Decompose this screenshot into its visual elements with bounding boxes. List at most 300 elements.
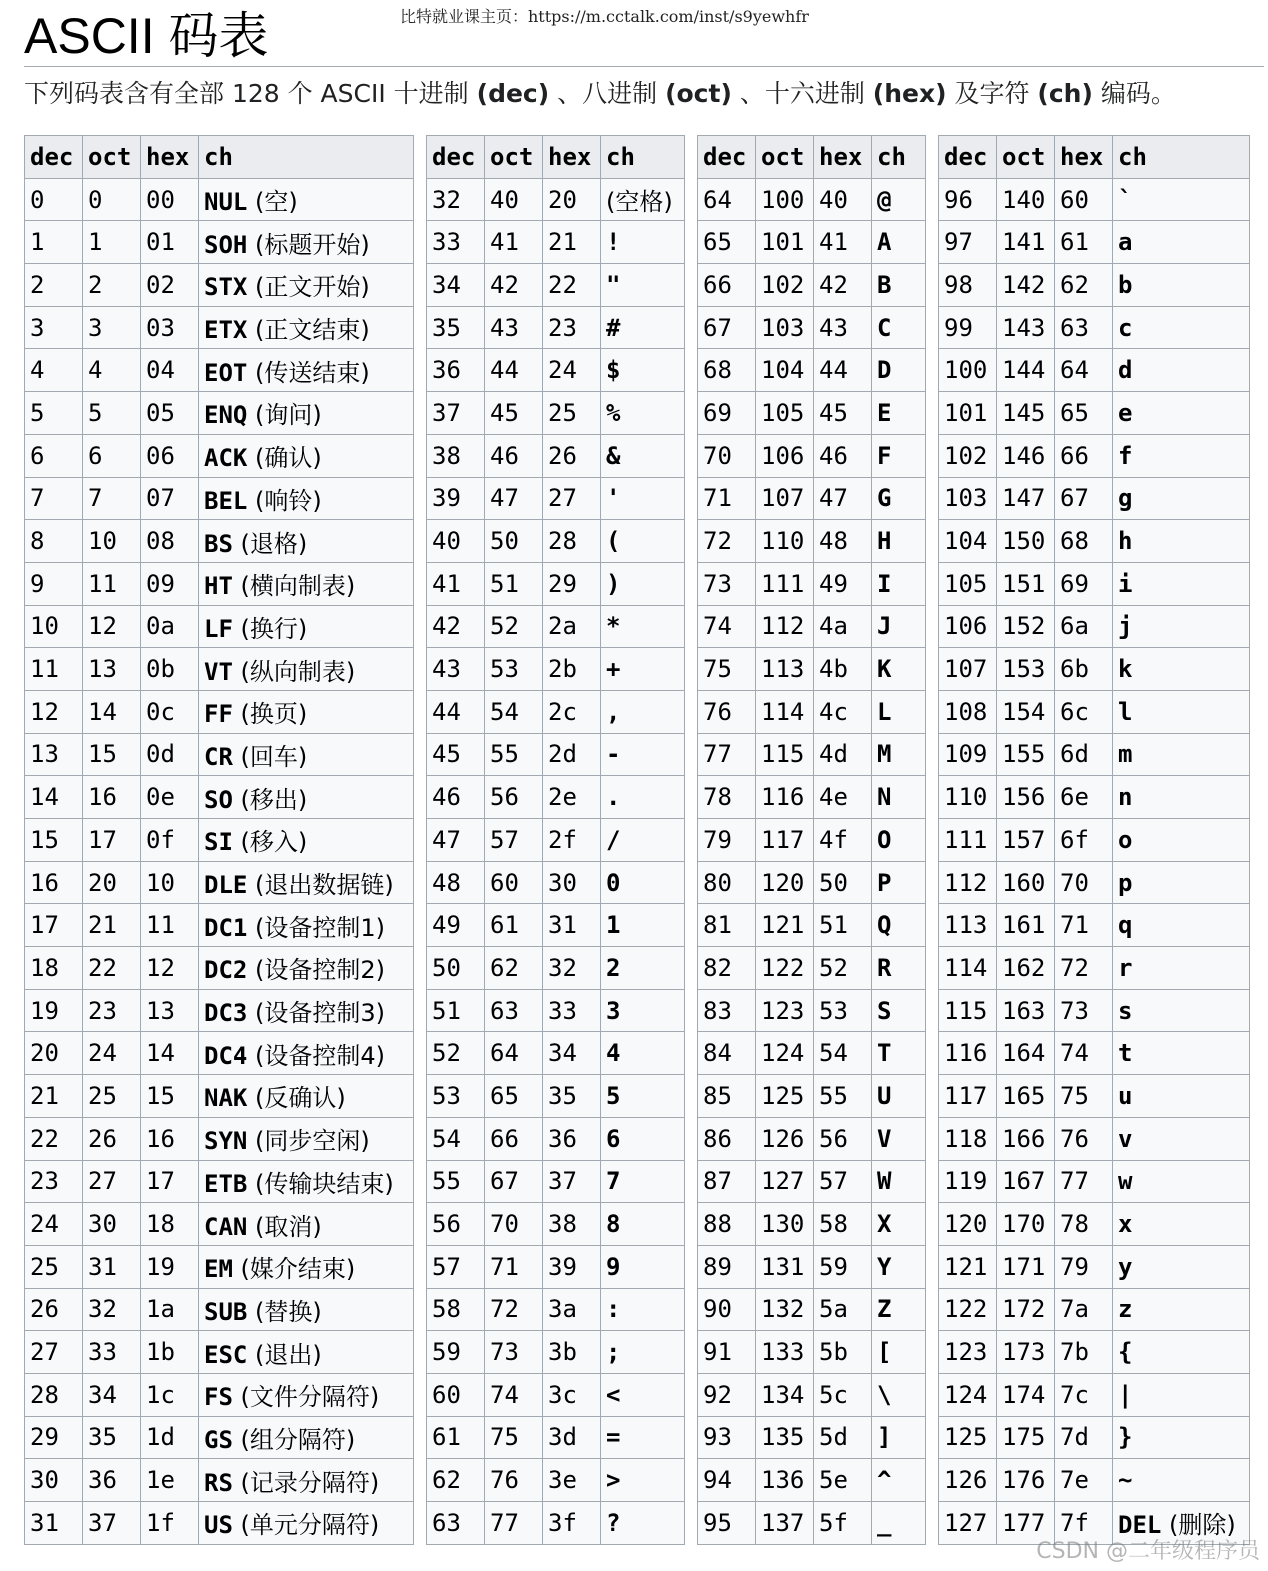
dec-cell: 26 bbox=[25, 1288, 83, 1331]
char-symbol: P bbox=[877, 868, 892, 897]
hex-cell: 31 bbox=[543, 904, 601, 947]
dec-cell: 33 bbox=[427, 221, 485, 264]
column-header-oct: oct bbox=[83, 136, 141, 179]
table-row bbox=[25, 1502, 414, 1545]
char-symbol: h bbox=[1118, 527, 1133, 556]
oct-cell: 27 bbox=[83, 1160, 141, 1203]
oct-cell: 40 bbox=[485, 178, 543, 221]
ch-cell bbox=[601, 1203, 685, 1246]
ch-cell bbox=[872, 520, 926, 563]
char-symbol: 7 bbox=[606, 1167, 621, 1196]
hex-cell: 5f bbox=[814, 1502, 872, 1545]
column-header-dec: dec bbox=[698, 136, 756, 179]
hex-cell: 0e bbox=[141, 776, 199, 819]
hex-cell: 10 bbox=[141, 861, 199, 904]
char-symbol: ^ bbox=[877, 1466, 892, 1495]
oct-cell: 121 bbox=[756, 904, 814, 947]
hex-cell: 16 bbox=[141, 1117, 199, 1160]
oct-cell: 106 bbox=[756, 434, 814, 477]
title-divider bbox=[24, 66, 1264, 67]
dec-cell: 29 bbox=[25, 1416, 83, 1459]
table-row bbox=[939, 1459, 1250, 1502]
table-row bbox=[939, 1160, 1250, 1203]
ch-cell bbox=[872, 1117, 926, 1160]
ch-cell bbox=[872, 989, 926, 1032]
column-header-dec: dec bbox=[427, 136, 485, 179]
char-description: (同步空闲) bbox=[247, 1127, 370, 1156]
char-symbol: ( bbox=[606, 527, 621, 556]
table-row bbox=[427, 477, 685, 520]
hex-cell: 0a bbox=[141, 605, 199, 648]
dec-cell: 38 bbox=[427, 434, 485, 477]
hex-cell: 54 bbox=[814, 1032, 872, 1075]
dec-cell: 101 bbox=[939, 392, 997, 435]
table-row bbox=[698, 477, 926, 520]
hex-cell: 72 bbox=[1055, 947, 1113, 990]
hex-cell: 3c bbox=[543, 1373, 601, 1416]
char-symbol: 0 bbox=[606, 868, 621, 897]
hex-cell: 56 bbox=[814, 1117, 872, 1160]
char-description: (正文结束) bbox=[247, 316, 370, 345]
dec-cell: 83 bbox=[698, 989, 756, 1032]
oct-cell: 41 bbox=[485, 221, 543, 264]
dec-cell: 27 bbox=[25, 1331, 83, 1374]
dec-cell: 15 bbox=[25, 819, 83, 862]
intro-ch: (ch) bbox=[1037, 79, 1093, 108]
table-row bbox=[939, 392, 1250, 435]
ch-cell bbox=[1113, 434, 1250, 477]
table-row bbox=[698, 349, 926, 392]
oct-cell: 4 bbox=[83, 349, 141, 392]
dec-cell: 40 bbox=[427, 520, 485, 563]
table-row bbox=[427, 690, 685, 733]
table-row bbox=[939, 861, 1250, 904]
table-row bbox=[25, 392, 414, 435]
dec-cell: 109 bbox=[939, 733, 997, 776]
ch-cell bbox=[872, 861, 926, 904]
dec-cell: 79 bbox=[698, 819, 756, 862]
table-row bbox=[698, 1075, 926, 1118]
dec-cell: 55 bbox=[427, 1160, 485, 1203]
char-symbol: b bbox=[1118, 270, 1133, 299]
dec-cell: 82 bbox=[698, 947, 756, 990]
oct-cell: 24 bbox=[83, 1032, 141, 1075]
dec-cell: 100 bbox=[939, 349, 997, 392]
dec-cell: 59 bbox=[427, 1331, 485, 1374]
hex-cell: 4e bbox=[814, 776, 872, 819]
oct-cell: 127 bbox=[756, 1160, 814, 1203]
char-symbol: + bbox=[606, 655, 621, 684]
table-row bbox=[25, 733, 414, 776]
table-row bbox=[25, 605, 414, 648]
dec-cell: 60 bbox=[427, 1373, 485, 1416]
oct-cell: 26 bbox=[83, 1117, 141, 1160]
table-row bbox=[939, 349, 1250, 392]
ch-cell bbox=[601, 1373, 685, 1416]
dec-cell: 57 bbox=[427, 1245, 485, 1288]
ch-cell bbox=[1113, 1075, 1250, 1118]
oct-cell: 12 bbox=[83, 605, 141, 648]
table-row bbox=[25, 434, 414, 477]
hex-cell: 19 bbox=[141, 1245, 199, 1288]
dec-cell: 108 bbox=[939, 690, 997, 733]
char-symbol: > bbox=[606, 1466, 621, 1495]
char-symbol: ENQ bbox=[204, 401, 248, 430]
hex-cell: 4d bbox=[814, 733, 872, 776]
table-header-row bbox=[939, 136, 1250, 179]
ch-cell bbox=[1113, 733, 1250, 776]
table-row bbox=[427, 776, 685, 819]
oct-cell: 145 bbox=[997, 392, 1055, 435]
char-symbol: NUL bbox=[204, 188, 248, 217]
table-row bbox=[427, 1331, 685, 1374]
oct-cell: 57 bbox=[485, 819, 543, 862]
oct-cell: 45 bbox=[485, 392, 543, 435]
hex-cell: 6a bbox=[1055, 605, 1113, 648]
oct-cell: 43 bbox=[485, 306, 543, 349]
dec-cell: 52 bbox=[427, 1032, 485, 1075]
char-description: (设备控制2) bbox=[247, 956, 385, 985]
ch-cell bbox=[601, 776, 685, 819]
char-description: (媒介结束) bbox=[232, 1255, 356, 1284]
char-symbol: D bbox=[877, 356, 892, 385]
char-description: (文件分隔符) bbox=[232, 1383, 380, 1412]
hex-cell: 03 bbox=[141, 306, 199, 349]
ch-cell bbox=[872, 178, 926, 221]
table-row bbox=[427, 989, 685, 1032]
char-description: (确认) bbox=[247, 444, 322, 473]
ch-cell bbox=[1113, 306, 1250, 349]
ch-cell bbox=[872, 819, 926, 862]
hex-cell: 7d bbox=[1055, 1416, 1113, 1459]
dec-cell: 19 bbox=[25, 989, 83, 1032]
ch-cell bbox=[1113, 178, 1250, 221]
oct-cell: 144 bbox=[997, 349, 1055, 392]
ch-cell bbox=[872, 733, 926, 776]
dec-cell: 24 bbox=[25, 1203, 83, 1246]
table-row bbox=[427, 178, 685, 221]
char-symbol: V bbox=[877, 1124, 892, 1153]
table-row bbox=[427, 819, 685, 862]
char-symbol: HT bbox=[204, 572, 233, 601]
oct-cell: 126 bbox=[756, 1117, 814, 1160]
column-header-dec: dec bbox=[25, 136, 83, 179]
hex-cell: 61 bbox=[1055, 221, 1113, 264]
oct-cell: 160 bbox=[997, 861, 1055, 904]
dec-cell: 2 bbox=[25, 264, 83, 307]
oct-cell: 72 bbox=[485, 1288, 543, 1331]
oct-cell: 146 bbox=[997, 434, 1055, 477]
table-row bbox=[698, 520, 926, 563]
char-description: (设备控制4) bbox=[247, 1041, 385, 1070]
dec-cell: 70 bbox=[698, 434, 756, 477]
hex-cell: 68 bbox=[1055, 520, 1113, 563]
ch-cell bbox=[1113, 1160, 1250, 1203]
dec-cell: 65 bbox=[698, 221, 756, 264]
hex-cell: 5c bbox=[814, 1373, 872, 1416]
ch-cell bbox=[199, 605, 414, 648]
oct-cell: 44 bbox=[485, 349, 543, 392]
oct-cell: 22 bbox=[83, 947, 141, 990]
char-symbol: I bbox=[877, 569, 892, 598]
ch-cell bbox=[872, 904, 926, 947]
char-symbol: . bbox=[606, 783, 621, 812]
oct-cell: 66 bbox=[485, 1117, 543, 1160]
oct-cell: 153 bbox=[997, 648, 1055, 691]
dec-cell: 53 bbox=[427, 1075, 485, 1118]
table-row bbox=[939, 733, 1250, 776]
hex-cell: 5a bbox=[814, 1288, 872, 1331]
table-row bbox=[939, 264, 1250, 307]
oct-cell: 17 bbox=[83, 819, 141, 862]
hex-cell: 08 bbox=[141, 520, 199, 563]
header-note: 比特就业课主页：https://m.cctalk.com/inst/s9yewhfr bbox=[400, 7, 809, 26]
char-description: (响铃) bbox=[247, 486, 322, 515]
ch-cell bbox=[1113, 1117, 1250, 1160]
ch-cell bbox=[872, 306, 926, 349]
ch-cell bbox=[199, 904, 414, 947]
ch-cell bbox=[601, 861, 685, 904]
hex-cell: 3d bbox=[543, 1416, 601, 1459]
char-symbol: = bbox=[606, 1423, 621, 1452]
char-symbol: S bbox=[877, 996, 892, 1025]
char-symbol: # bbox=[606, 313, 621, 342]
dec-cell: 74 bbox=[698, 605, 756, 648]
ascii-table-3 bbox=[697, 135, 926, 1545]
oct-cell: 74 bbox=[485, 1373, 543, 1416]
char-symbol: w bbox=[1118, 1167, 1133, 1196]
table-header-row bbox=[427, 136, 685, 179]
char-symbol: H bbox=[877, 527, 892, 556]
dec-cell: 125 bbox=[939, 1416, 997, 1459]
dec-cell: 64 bbox=[698, 178, 756, 221]
ch-cell bbox=[199, 1160, 414, 1203]
char-symbol: 3 bbox=[606, 996, 621, 1025]
table-row bbox=[427, 1416, 685, 1459]
ch-cell bbox=[199, 1459, 414, 1502]
char-description: (正文开始) bbox=[247, 273, 370, 302]
oct-cell: 30 bbox=[83, 1203, 141, 1246]
char-symbol: DC4 bbox=[204, 1041, 248, 1070]
hex-cell: 4f bbox=[814, 819, 872, 862]
dec-cell: 93 bbox=[698, 1416, 756, 1459]
ch-cell bbox=[601, 1502, 685, 1545]
dec-cell: 44 bbox=[427, 690, 485, 733]
table-row bbox=[427, 733, 685, 776]
table-row bbox=[939, 434, 1250, 477]
dec-cell: 117 bbox=[939, 1075, 997, 1118]
oct-cell: 172 bbox=[997, 1288, 1055, 1331]
dec-cell: 88 bbox=[698, 1203, 756, 1246]
oct-cell: 54 bbox=[485, 690, 543, 733]
dec-cell: 71 bbox=[698, 477, 756, 520]
char-symbol: y bbox=[1118, 1252, 1133, 1281]
dec-cell: 42 bbox=[427, 605, 485, 648]
oct-cell: 13 bbox=[83, 648, 141, 691]
hex-cell: 1b bbox=[141, 1331, 199, 1374]
oct-cell: 130 bbox=[756, 1203, 814, 1246]
table-row bbox=[427, 1203, 685, 1246]
char-description: (记录分隔符) bbox=[232, 1468, 380, 1497]
char-symbol: e bbox=[1118, 398, 1133, 427]
dec-cell: 61 bbox=[427, 1416, 485, 1459]
char-symbol: B bbox=[877, 270, 892, 299]
ch-cell bbox=[601, 392, 685, 435]
ch-cell bbox=[1113, 776, 1250, 819]
char-symbol: A bbox=[877, 228, 892, 257]
char-symbol: x bbox=[1118, 1210, 1133, 1239]
table-row bbox=[25, 306, 414, 349]
oct-cell: 67 bbox=[485, 1160, 543, 1203]
ch-cell bbox=[872, 605, 926, 648]
dec-cell: 114 bbox=[939, 947, 997, 990]
oct-cell: 124 bbox=[756, 1032, 814, 1075]
dec-cell: 48 bbox=[427, 861, 485, 904]
ch-cell bbox=[1113, 1203, 1250, 1246]
hex-cell: 14 bbox=[141, 1032, 199, 1075]
hex-cell: 21 bbox=[543, 221, 601, 264]
char-symbol: * bbox=[606, 612, 621, 641]
hex-cell: 04 bbox=[141, 349, 199, 392]
hex-cell: 47 bbox=[814, 477, 872, 520]
ch-cell bbox=[199, 562, 414, 605]
table-row bbox=[427, 221, 685, 264]
table-row bbox=[939, 947, 1250, 990]
dec-cell: 80 bbox=[698, 861, 756, 904]
hex-cell: 6f bbox=[1055, 819, 1113, 862]
hex-cell: 3e bbox=[543, 1459, 601, 1502]
ch-cell bbox=[199, 1373, 414, 1416]
char-symbol: C bbox=[877, 313, 892, 342]
ch-cell bbox=[601, 520, 685, 563]
dec-cell: 72 bbox=[698, 520, 756, 563]
table-row bbox=[427, 1160, 685, 1203]
ch-cell bbox=[199, 520, 414, 563]
oct-cell: 104 bbox=[756, 349, 814, 392]
table-row bbox=[698, 690, 926, 733]
hex-cell: 20 bbox=[543, 178, 601, 221]
oct-cell: 23 bbox=[83, 989, 141, 1032]
ch-cell bbox=[872, 1459, 926, 1502]
char-symbol: q bbox=[1118, 911, 1133, 940]
hex-cell: 11 bbox=[141, 904, 199, 947]
table-row bbox=[939, 648, 1250, 691]
oct-cell: 152 bbox=[997, 605, 1055, 648]
intro-sep1: 、八进制 bbox=[549, 79, 666, 108]
ch-cell bbox=[1113, 861, 1250, 904]
oct-cell: 70 bbox=[485, 1203, 543, 1246]
hex-cell: 00 bbox=[141, 178, 199, 221]
char-symbol: R bbox=[877, 953, 892, 982]
oct-cell: 137 bbox=[756, 1502, 814, 1545]
char-symbol: z bbox=[1118, 1295, 1133, 1324]
ch-cell bbox=[872, 349, 926, 392]
hex-cell: 29 bbox=[543, 562, 601, 605]
table-row bbox=[25, 1373, 414, 1416]
oct-cell: 6 bbox=[83, 434, 141, 477]
dec-cell: 95 bbox=[698, 1502, 756, 1545]
oct-cell: 125 bbox=[756, 1075, 814, 1118]
oct-cell: 11 bbox=[83, 562, 141, 605]
column-header-hex: hex bbox=[141, 136, 199, 179]
hex-cell: 7e bbox=[1055, 1459, 1113, 1502]
table-row bbox=[25, 178, 414, 221]
char-symbol: 4 bbox=[606, 1039, 621, 1068]
ch-cell bbox=[601, 1160, 685, 1203]
char-symbol: $ bbox=[606, 356, 621, 385]
oct-cell: 56 bbox=[485, 776, 543, 819]
dec-cell: 68 bbox=[698, 349, 756, 392]
char-symbol: Z bbox=[877, 1295, 892, 1324]
char-description: (纵向制表) bbox=[232, 657, 356, 686]
hex-cell: 22 bbox=[543, 264, 601, 307]
ch-cell bbox=[601, 733, 685, 776]
hex-cell: 0f bbox=[141, 819, 199, 862]
char-description: (退出数据链) bbox=[247, 871, 394, 900]
hex-cell: 2a bbox=[543, 605, 601, 648]
oct-cell: 120 bbox=[756, 861, 814, 904]
char-symbol: k bbox=[1118, 655, 1133, 684]
intro-hex: (hex) bbox=[872, 79, 947, 108]
ch-cell bbox=[1113, 477, 1250, 520]
hex-cell: 09 bbox=[141, 562, 199, 605]
ch-cell bbox=[872, 221, 926, 264]
dec-cell: 32 bbox=[427, 178, 485, 221]
dec-cell: 98 bbox=[939, 264, 997, 307]
table-row bbox=[939, 562, 1250, 605]
char-symbol: n bbox=[1118, 783, 1133, 812]
table-row bbox=[25, 1245, 414, 1288]
column-header-hex: hex bbox=[814, 136, 872, 179]
hex-cell: 7f bbox=[1055, 1502, 1113, 1545]
ch-cell bbox=[1113, 562, 1250, 605]
hex-cell: 3f bbox=[543, 1502, 601, 1545]
dec-cell: 13 bbox=[25, 733, 83, 776]
char-symbol: o bbox=[1118, 825, 1133, 854]
dec-cell: 94 bbox=[698, 1459, 756, 1502]
oct-cell: 101 bbox=[756, 221, 814, 264]
oct-cell: 136 bbox=[756, 1459, 814, 1502]
hex-cell: 2f bbox=[543, 819, 601, 862]
table-row bbox=[939, 1203, 1250, 1246]
dec-cell: 92 bbox=[698, 1373, 756, 1416]
char-description: (替换) bbox=[247, 1297, 322, 1326]
dec-cell: 81 bbox=[698, 904, 756, 947]
char-symbol: ' bbox=[606, 484, 621, 513]
ch-cell bbox=[1113, 349, 1250, 392]
ch-cell bbox=[872, 648, 926, 691]
oct-cell: 174 bbox=[997, 1373, 1055, 1416]
dec-cell: 17 bbox=[25, 904, 83, 947]
dec-cell: 105 bbox=[939, 562, 997, 605]
char-symbol: Y bbox=[877, 1252, 892, 1281]
char-symbol: , bbox=[606, 697, 621, 726]
table-row bbox=[939, 1288, 1250, 1331]
table-row bbox=[25, 264, 414, 307]
table-row bbox=[25, 861, 414, 904]
char-symbol: g bbox=[1118, 484, 1133, 513]
hex-cell: 52 bbox=[814, 947, 872, 990]
table-row bbox=[939, 1373, 1250, 1416]
table-row bbox=[939, 605, 1250, 648]
ch-cell bbox=[199, 221, 414, 264]
ch-cell bbox=[199, 1416, 414, 1459]
hex-cell: 4b bbox=[814, 648, 872, 691]
char-symbol: BEL bbox=[204, 486, 248, 515]
hex-cell: 0c bbox=[141, 690, 199, 733]
hex-cell: 42 bbox=[814, 264, 872, 307]
table-row bbox=[939, 1416, 1250, 1459]
